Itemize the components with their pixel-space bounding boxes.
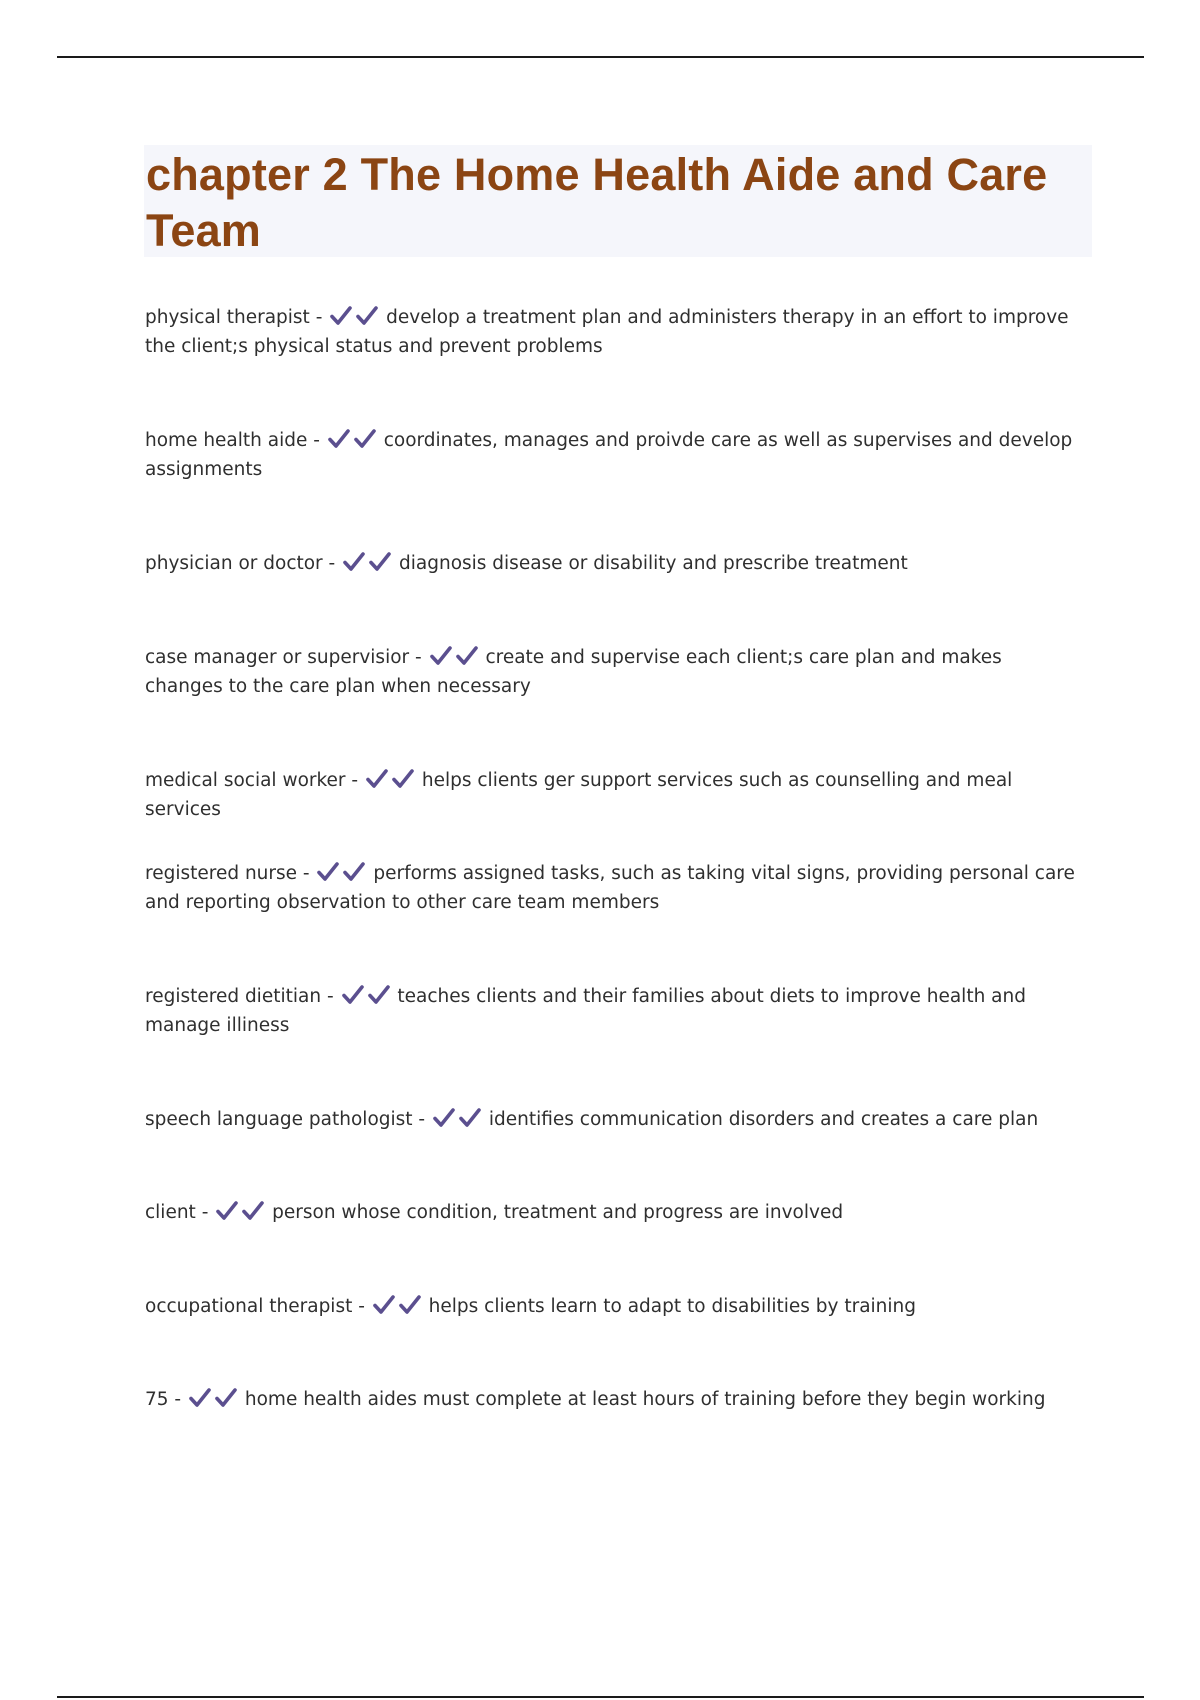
term: registered dietitian	[145, 986, 322, 1007]
check-icon	[329, 305, 353, 327]
definition: teaches clients and their families about diets to improve health and manage illiness	[145, 986, 1026, 1036]
separator: -	[309, 307, 329, 328]
check-icon	[355, 305, 379, 327]
separator: -	[345, 770, 364, 791]
list-item	[145, 303, 1085, 361]
check-icon	[215, 1200, 239, 1222]
term: client	[145, 1202, 196, 1223]
definition: home health aides must complete at least hours of training before they begin working	[244, 1389, 1046, 1410]
term: home health aide	[145, 430, 308, 451]
check-icon	[188, 1387, 212, 1409]
definition: diagnosis disease or disability and prescribe treatment	[399, 553, 908, 574]
separator: -	[297, 863, 316, 884]
list-item	[145, 643, 1085, 701]
definition: helps clients ger support services such as counselling and meal services	[145, 770, 1013, 820]
check-icon	[241, 1200, 265, 1222]
separator: -	[307, 430, 326, 451]
list-item	[145, 1198, 1085, 1227]
definition: develop a treatment plan and administers therapy in an effort to improve the client;s physical status and prevent problems	[145, 307, 1069, 357]
check-icon	[367, 984, 391, 1006]
list-item	[145, 549, 1085, 578]
definition: helps clients learn to adapt to disabilities by training	[428, 1296, 917, 1317]
separator: -	[352, 1296, 371, 1317]
definition: create and supervise each client;s care plan and makes changes to the care plan when necessary	[145, 647, 1002, 697]
definition: person whose condition, treatment and progress are involved	[272, 1202, 844, 1223]
check-icon	[365, 768, 389, 790]
top-rule	[57, 56, 1144, 58]
list-item	[145, 1105, 1085, 1134]
check-icon	[458, 1107, 482, 1129]
separator: -	[321, 986, 340, 1007]
separator: -	[195, 1202, 215, 1223]
check-icon	[342, 551, 366, 573]
term: 75	[145, 1389, 169, 1410]
check-icon	[341, 984, 365, 1006]
term: case manager or supervisior	[145, 647, 410, 668]
check-icon	[214, 1387, 238, 1409]
separator: -	[409, 647, 428, 668]
list-item	[145, 859, 1085, 917]
term: physician or doctor	[145, 553, 323, 574]
check-icon	[342, 861, 366, 883]
page-title: chapter 2 The Home Health Aide and Care Team	[146, 149, 1048, 256]
term: occupational therapist	[145, 1296, 353, 1317]
check-icon	[391, 768, 415, 790]
check-icon	[372, 1294, 396, 1316]
list-item	[145, 766, 1085, 824]
check-icon	[432, 1107, 456, 1129]
check-icon	[368, 551, 392, 573]
list-item	[145, 426, 1085, 484]
term: physical therapist	[145, 307, 310, 328]
check-icon	[327, 428, 351, 450]
check-icon	[316, 861, 340, 883]
term: medical social worker	[145, 770, 346, 791]
title-block	[144, 145, 1092, 257]
check-icon	[353, 428, 377, 450]
list-item	[145, 1385, 1085, 1414]
separator: -	[322, 553, 342, 574]
check-icon	[398, 1294, 422, 1316]
definition: identifies communication disorders and creates a care plan	[488, 1109, 1039, 1130]
separator: -	[168, 1389, 187, 1410]
definition: coordinates, manages and proivde care as well as supervises and develop assignments	[145, 430, 1073, 480]
check-icon	[455, 645, 479, 667]
list-item	[145, 1292, 1085, 1321]
term: registered nurse	[145, 863, 298, 884]
bottom-rule	[57, 1696, 1144, 1698]
term: speech language pathologist	[145, 1109, 413, 1130]
list-item	[145, 982, 1085, 1040]
separator: -	[412, 1109, 431, 1130]
check-icon	[429, 645, 453, 667]
definition: performs assigned tasks, such as taking vital signs, providing personal care and reporting observation to other care team members	[145, 863, 1075, 913]
